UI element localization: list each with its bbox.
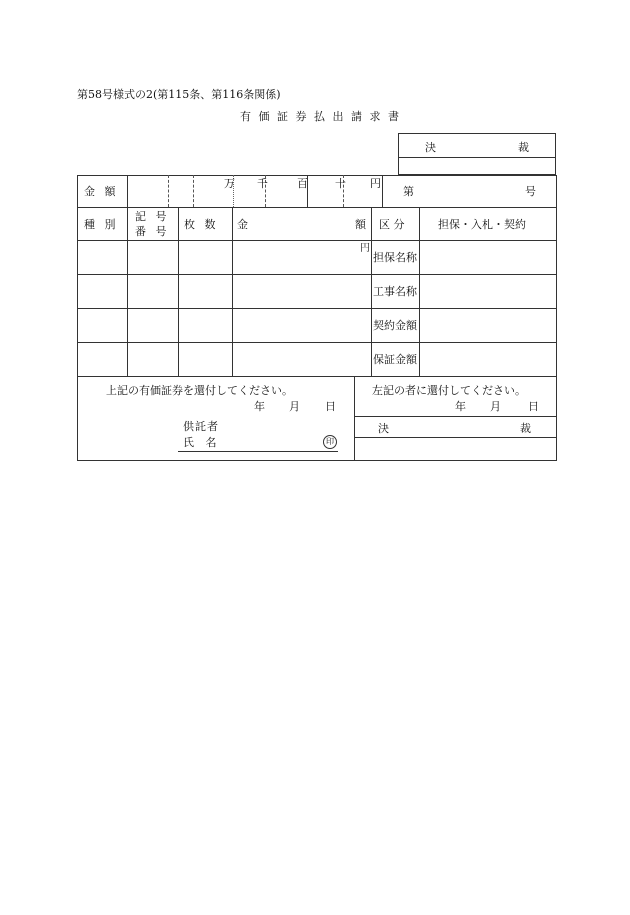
- col-divider-symbol: [178, 207, 179, 376]
- forward-request-text: 左記の者に還付してください。: [372, 384, 526, 397]
- col-divider-division: [419, 207, 420, 376]
- row-rule-header-bottom: [77, 240, 557, 241]
- decision-label-right: 裁: [518, 141, 529, 154]
- division-row-label: 担保名称: [373, 251, 417, 264]
- date-year-label: 年: [254, 400, 265, 413]
- header-count: 枚 数: [184, 218, 219, 231]
- unit-hyaku: 百: [297, 177, 308, 190]
- col-divider-count: [232, 207, 233, 376]
- row-rule-4: [77, 376, 557, 377]
- return-request-text: 上記の有価証券を還付してください。: [106, 384, 293, 397]
- number-label-left: 第: [403, 185, 414, 198]
- amount-number-divider: [382, 175, 383, 207]
- division-row-label: 保証金額: [373, 353, 417, 366]
- row-rule-1: [77, 274, 557, 275]
- form-number: 第58号様式の2(第115条、第116条関係): [77, 88, 281, 101]
- bottom-decision-right: 裁: [520, 422, 531, 435]
- header-division: 区 分: [379, 218, 405, 231]
- col-divider-type: [127, 207, 128, 376]
- amount-label: 金 額: [84, 185, 119, 198]
- date-month-label: 月: [289, 400, 300, 413]
- division-row-label: 工事名称: [373, 285, 417, 298]
- depositor-label: 供託者: [183, 420, 219, 433]
- header-amount-right: 額: [355, 218, 366, 231]
- right-date-month-label: 月: [490, 400, 501, 413]
- header-symbol-bottom: 番 号: [135, 225, 170, 238]
- decision-box: [398, 133, 556, 175]
- decision-box-divider: [398, 157, 556, 158]
- bottom-decision-left: 決: [378, 422, 389, 435]
- unit-sen: 千: [257, 177, 268, 190]
- amount-digit-guide: [168, 175, 169, 207]
- amount-digit-guide: [193, 175, 194, 207]
- row-rule-amount-bottom: [77, 207, 557, 208]
- amount-label-divider: [127, 175, 128, 207]
- date-day-label: 日: [325, 400, 336, 413]
- name-label: 氏 名: [183, 436, 221, 449]
- row-rule-2: [77, 308, 557, 309]
- right-date-day-label: 日: [528, 400, 539, 413]
- number-label-right: 号: [525, 185, 536, 198]
- row-rule-3: [77, 342, 557, 343]
- header-symbol-top: 記 号: [135, 210, 170, 223]
- unit-man: 万: [224, 177, 235, 190]
- bottom-right-upper-rule: [354, 416, 557, 417]
- col-divider-amount: [371, 207, 372, 376]
- right-date-year-label: 年: [455, 400, 466, 413]
- bottom-section-divider: [354, 376, 355, 461]
- unit-yen: 円: [370, 177, 381, 190]
- header-amount-left: 金: [237, 218, 248, 231]
- name-signature-line: [178, 451, 338, 452]
- bottom-right-lower-rule: [354, 437, 557, 438]
- header-type: 種 別: [84, 218, 119, 231]
- decision-label-left: 決: [425, 141, 436, 154]
- seal-icon: 印: [323, 435, 337, 449]
- yen-mark: 円: [360, 243, 370, 254]
- header-category: 担保・入札・契約: [438, 218, 526, 231]
- unit-juu: 十: [335, 177, 346, 190]
- division-row-label: 契約金額: [373, 319, 417, 332]
- form-title: 有 価 証 券 払 出 請 求 書: [240, 110, 401, 123]
